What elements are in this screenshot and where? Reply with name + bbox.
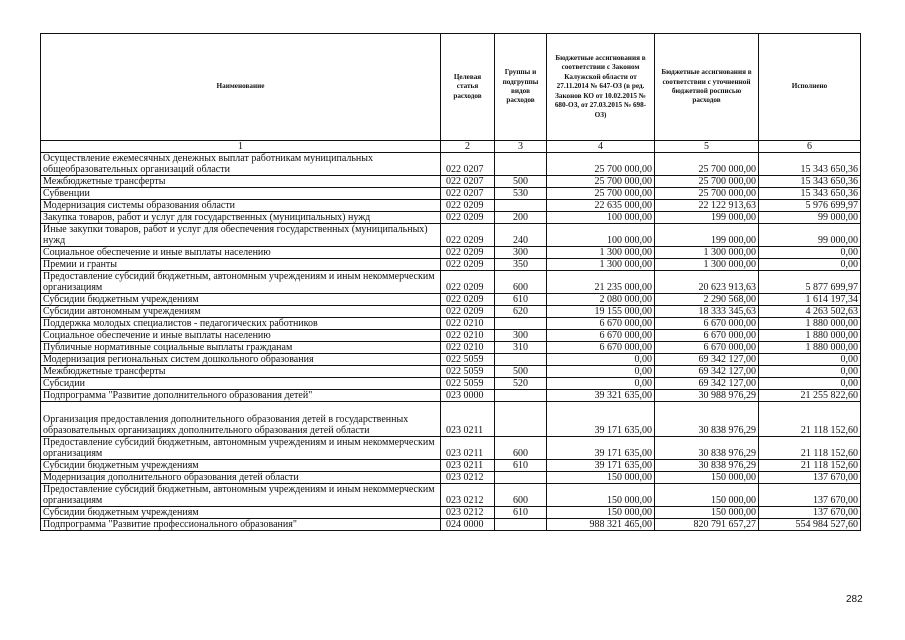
row-expense-group: 500 (495, 176, 547, 188)
row-name: Закупка товаров, работ и услуг для государственных (муниципальных) нужд (41, 212, 441, 224)
row-target-article: 023 0212 (441, 472, 495, 484)
row-name: Модернизация дополнительного образования детей области (41, 472, 441, 484)
row-target-article: 022 0209 (441, 271, 495, 294)
budget-report-sheet (40, 33, 861, 531)
row-name: Межбюджетные трансферты (41, 366, 441, 378)
row-target-article: 022 0207 (441, 188, 495, 200)
row-plan-amount: 199 000,00 (655, 212, 759, 224)
row-target-article: 022 5059 (441, 378, 495, 390)
row-law-amount: 150 000,00 (547, 484, 655, 507)
row-executed-amount: 5 976 699,97 (759, 200, 861, 212)
row-expense-group (495, 354, 547, 366)
row-target-article: 023 0211 (441, 460, 495, 472)
row-plan-amount: 69 342 127,00 (655, 366, 759, 378)
row-executed-amount: 0,00 (759, 259, 861, 271)
row-law-amount: 150 000,00 (547, 507, 655, 519)
row-name: Модернизация системы образования области (41, 200, 441, 212)
header-refined-appropriations: Бюджетные ассигнования в соответствии с уточненной бюджетной росписью расходов (655, 34, 759, 141)
row-plan-amount: 22 122 913,63 (655, 200, 759, 212)
row-plan-amount: 1 300 000,00 (655, 247, 759, 259)
row-name: Субсидии (41, 378, 441, 390)
row-expense-group: 610 (495, 294, 547, 306)
row-expense-group (495, 200, 547, 212)
row-expense-group: 240 (495, 224, 547, 247)
row-law-amount: 6 670 000,00 (547, 330, 655, 342)
row-plan-amount: 6 670 000,00 (655, 342, 759, 354)
row-law-amount: 39 171 635,00 (547, 402, 655, 437)
table-row (41, 472, 861, 484)
column-number-row (41, 141, 861, 153)
row-law-amount: 6 670 000,00 (547, 318, 655, 330)
row-law-amount: 0,00 (547, 354, 655, 366)
row-executed-amount: 21 255 822,60 (759, 390, 861, 402)
row-executed-amount: 21 118 152,60 (759, 402, 861, 437)
row-target-article: 022 0209 (441, 224, 495, 247)
row-target-article: 022 0210 (441, 318, 495, 330)
row-law-amount: 2 080 000,00 (547, 294, 655, 306)
row-plan-amount: 25 700 000,00 (655, 176, 759, 188)
table-row (41, 484, 861, 507)
row-expense-group: 520 (495, 378, 547, 390)
row-executed-amount: 1 880 000,00 (759, 318, 861, 330)
row-executed-amount: 137 670,00 (759, 507, 861, 519)
row-plan-amount: 20 623 913,63 (655, 271, 759, 294)
row-name: Организация предоставления дополнительного образования детей в государственных образовательных организациях дополнительного образования детей области (41, 402, 441, 437)
row-name: Субвенции (41, 188, 441, 200)
row-executed-amount: 5 877 699,97 (759, 271, 861, 294)
row-law-amount: 25 700 000,00 (547, 153, 655, 176)
row-target-article: 022 0210 (441, 330, 495, 342)
row-name: Подпрограмма "Развитие дополнительного образования детей" (41, 390, 441, 402)
row-target-article: 023 0212 (441, 507, 495, 519)
row-law-amount: 988 321 465,00 (547, 519, 655, 531)
row-name: Предоставление субсидий бюджетным, автономным учреждениям и иным некоммерческим организациям (41, 437, 441, 460)
row-plan-amount: 150 000,00 (655, 472, 759, 484)
row-law-amount: 100 000,00 (547, 212, 655, 224)
row-expense-group: 200 (495, 212, 547, 224)
column-number: 4 (547, 141, 655, 153)
row-law-amount: 6 670 000,00 (547, 342, 655, 354)
row-plan-amount: 25 700 000,00 (655, 153, 759, 176)
row-target-article: 022 0210 (441, 342, 495, 354)
row-expense-group: 300 (495, 247, 547, 259)
row-target-article: 022 0209 (441, 306, 495, 318)
row-expense-group (495, 472, 547, 484)
row-law-amount: 1 300 000,00 (547, 259, 655, 271)
row-name: Предоставление субсидий бюджетным, автономным учреждениям и иным некоммерческим организациям (41, 271, 441, 294)
row-name: Субсидии бюджетным учреждениям (41, 507, 441, 519)
row-plan-amount: 25 700 000,00 (655, 188, 759, 200)
row-plan-amount: 30 838 976,29 (655, 460, 759, 472)
row-law-amount: 0,00 (547, 378, 655, 390)
row-name: Подпрограмма "Развитие профессионального образования" (41, 519, 441, 531)
table-row (41, 390, 861, 402)
column-number: 2 (441, 141, 495, 153)
row-name: Социальное обеспечение и иные выплаты населению (41, 247, 441, 259)
row-law-amount: 39 171 635,00 (547, 437, 655, 460)
row-law-amount: 19 155 000,00 (547, 306, 655, 318)
row-executed-amount: 554 984 527,60 (759, 519, 861, 531)
row-plan-amount: 6 670 000,00 (655, 330, 759, 342)
row-expense-group (495, 390, 547, 402)
row-executed-amount: 0,00 (759, 378, 861, 390)
row-expense-group (495, 519, 547, 531)
column-number: 3 (495, 141, 547, 153)
row-expense-group: 350 (495, 259, 547, 271)
row-law-amount: 25 700 000,00 (547, 188, 655, 200)
table-row (41, 519, 861, 531)
row-expense-group: 310 (495, 342, 547, 354)
table-row (41, 224, 861, 247)
header-row (41, 34, 861, 141)
row-law-amount: 25 700 000,00 (547, 176, 655, 188)
row-expense-group: 610 (495, 507, 547, 519)
row-law-amount: 150 000,00 (547, 472, 655, 484)
row-name: Предоставление субсидий бюджетным, автономным учреждениям и иным некоммерческим организациям (41, 484, 441, 507)
row-executed-amount: 4 263 502,63 (759, 306, 861, 318)
row-expense-group: 610 (495, 460, 547, 472)
column-number: 5 (655, 141, 759, 153)
row-executed-amount: 15 343 650,36 (759, 153, 861, 176)
row-law-amount: 1 300 000,00 (547, 247, 655, 259)
table-row (41, 330, 861, 342)
row-plan-amount: 1 300 000,00 (655, 259, 759, 271)
row-executed-amount: 0,00 (759, 247, 861, 259)
column-number: 1 (41, 141, 441, 153)
column-number: 6 (759, 141, 861, 153)
row-plan-amount: 69 342 127,00 (655, 354, 759, 366)
row-expense-group: 600 (495, 484, 547, 507)
row-plan-amount: 69 342 127,00 (655, 378, 759, 390)
row-plan-amount: 199 000,00 (655, 224, 759, 247)
row-executed-amount: 137 670,00 (759, 472, 861, 484)
row-name: Субсидии бюджетным учреждениям (41, 294, 441, 306)
row-law-amount: 21 235 000,00 (547, 271, 655, 294)
row-target-article: 022 5059 (441, 366, 495, 378)
header-name: Наименование (41, 34, 441, 141)
header-law-appropriations: Бюджетные ассигнования в соответствии с Законом Калужской области от 27.11.2014 № 647-ОЗ (в ред. Законов КО от 10.02.2015 № 680-ОЗ, от 27.03.2015 № 698-ОЗ) (547, 34, 655, 141)
row-target-article: 022 0209 (441, 259, 495, 271)
row-target-article: 022 5059 (441, 354, 495, 366)
row-target-article: 022 0209 (441, 200, 495, 212)
row-plan-amount: 2 290 568,00 (655, 294, 759, 306)
row-name: Поддержка молодых специалистов - педагогических работников (41, 318, 441, 330)
table-row (41, 318, 861, 330)
row-name: Осуществление ежемесячных денежных выплат работникам муниципальных общеобразовательных организаций области (41, 153, 441, 176)
row-expense-group (495, 153, 547, 176)
row-expense-group: 620 (495, 306, 547, 318)
row-law-amount: 100 000,00 (547, 224, 655, 247)
page-number: 282 (846, 594, 863, 605)
row-executed-amount: 1 880 000,00 (759, 342, 861, 354)
row-law-amount: 39 171 635,00 (547, 460, 655, 472)
table-row (41, 460, 861, 472)
row-executed-amount: 1 880 000,00 (759, 330, 861, 342)
row-expense-group: 530 (495, 188, 547, 200)
table-row (41, 212, 861, 224)
row-target-article: 022 0209 (441, 294, 495, 306)
row-name: Социальное обеспечение и иные выплаты населению (41, 330, 441, 342)
table-row (41, 294, 861, 306)
row-plan-amount: 18 333 345,63 (655, 306, 759, 318)
row-target-article: 022 0209 (441, 247, 495, 259)
row-name: Субсидии автономным учреждениям (41, 306, 441, 318)
row-executed-amount: 0,00 (759, 366, 861, 378)
table-row (41, 366, 861, 378)
table-row (41, 402, 861, 437)
row-name: Модернизация региональных систем дошкольного образования (41, 354, 441, 366)
table-body (41, 153, 861, 531)
row-law-amount: 0,00 (547, 366, 655, 378)
row-executed-amount: 15 343 650,36 (759, 176, 861, 188)
table-row (41, 271, 861, 294)
row-target-article: 023 0211 (441, 437, 495, 460)
row-target-article: 022 0207 (441, 176, 495, 188)
table-row (41, 188, 861, 200)
row-expense-group: 300 (495, 330, 547, 342)
header-expense-group: Группы и подгруппы видов расходов (495, 34, 547, 141)
row-target-article: 023 0212 (441, 484, 495, 507)
row-law-amount: 39 321 635,00 (547, 390, 655, 402)
row-plan-amount: 6 670 000,00 (655, 318, 759, 330)
row-target-article: 022 0209 (441, 212, 495, 224)
row-law-amount: 22 635 000,00 (547, 200, 655, 212)
row-name: Субсидии бюджетным учреждениям (41, 460, 441, 472)
table-row (41, 247, 861, 259)
row-target-article: 023 0000 (441, 390, 495, 402)
table-row (41, 259, 861, 271)
header-executed: Исполнено (759, 34, 861, 141)
header-target-article: Целевая статья расходов (441, 34, 495, 141)
row-executed-amount: 137 670,00 (759, 484, 861, 507)
row-executed-amount: 99 000,00 (759, 224, 861, 247)
row-expense-group: 600 (495, 437, 547, 460)
row-name: Межбюджетные трансферты (41, 176, 441, 188)
row-expense-group: 600 (495, 271, 547, 294)
table-row (41, 507, 861, 519)
row-plan-amount: 150 000,00 (655, 507, 759, 519)
table-row (41, 437, 861, 460)
row-name: Премии и гранты (41, 259, 441, 271)
row-plan-amount: 820 791 657,27 (655, 519, 759, 531)
row-name: Иные закупки товаров, работ и услуг для обеспечения государственных (муниципальных) нужд (41, 224, 441, 247)
row-target-article: 023 0211 (441, 402, 495, 437)
row-executed-amount: 99 000,00 (759, 212, 861, 224)
row-executed-amount: 0,00 (759, 354, 861, 366)
row-executed-amount: 1 614 197,34 (759, 294, 861, 306)
table-row (41, 354, 861, 366)
table-header (41, 34, 861, 153)
table-row (41, 200, 861, 212)
table-row (41, 176, 861, 188)
row-executed-amount: 21 118 152,60 (759, 460, 861, 472)
row-name: Публичные нормативные социальные выплаты гражданам (41, 342, 441, 354)
row-plan-amount: 150 000,00 (655, 484, 759, 507)
table-row (41, 306, 861, 318)
budget-table (40, 33, 861, 531)
row-target-article: 024 0000 (441, 519, 495, 531)
row-expense-group: 500 (495, 366, 547, 378)
table-row (41, 153, 861, 176)
row-executed-amount: 21 118 152,60 (759, 437, 861, 460)
table-row (41, 342, 861, 354)
row-plan-amount: 30 988 976,29 (655, 390, 759, 402)
row-target-article: 022 0207 (441, 153, 495, 176)
row-expense-group (495, 318, 547, 330)
row-plan-amount: 30 838 976,29 (655, 437, 759, 460)
row-executed-amount: 15 343 650,36 (759, 188, 861, 200)
table-row (41, 378, 861, 390)
row-plan-amount: 30 838 976,29 (655, 402, 759, 437)
row-expense-group (495, 402, 547, 437)
